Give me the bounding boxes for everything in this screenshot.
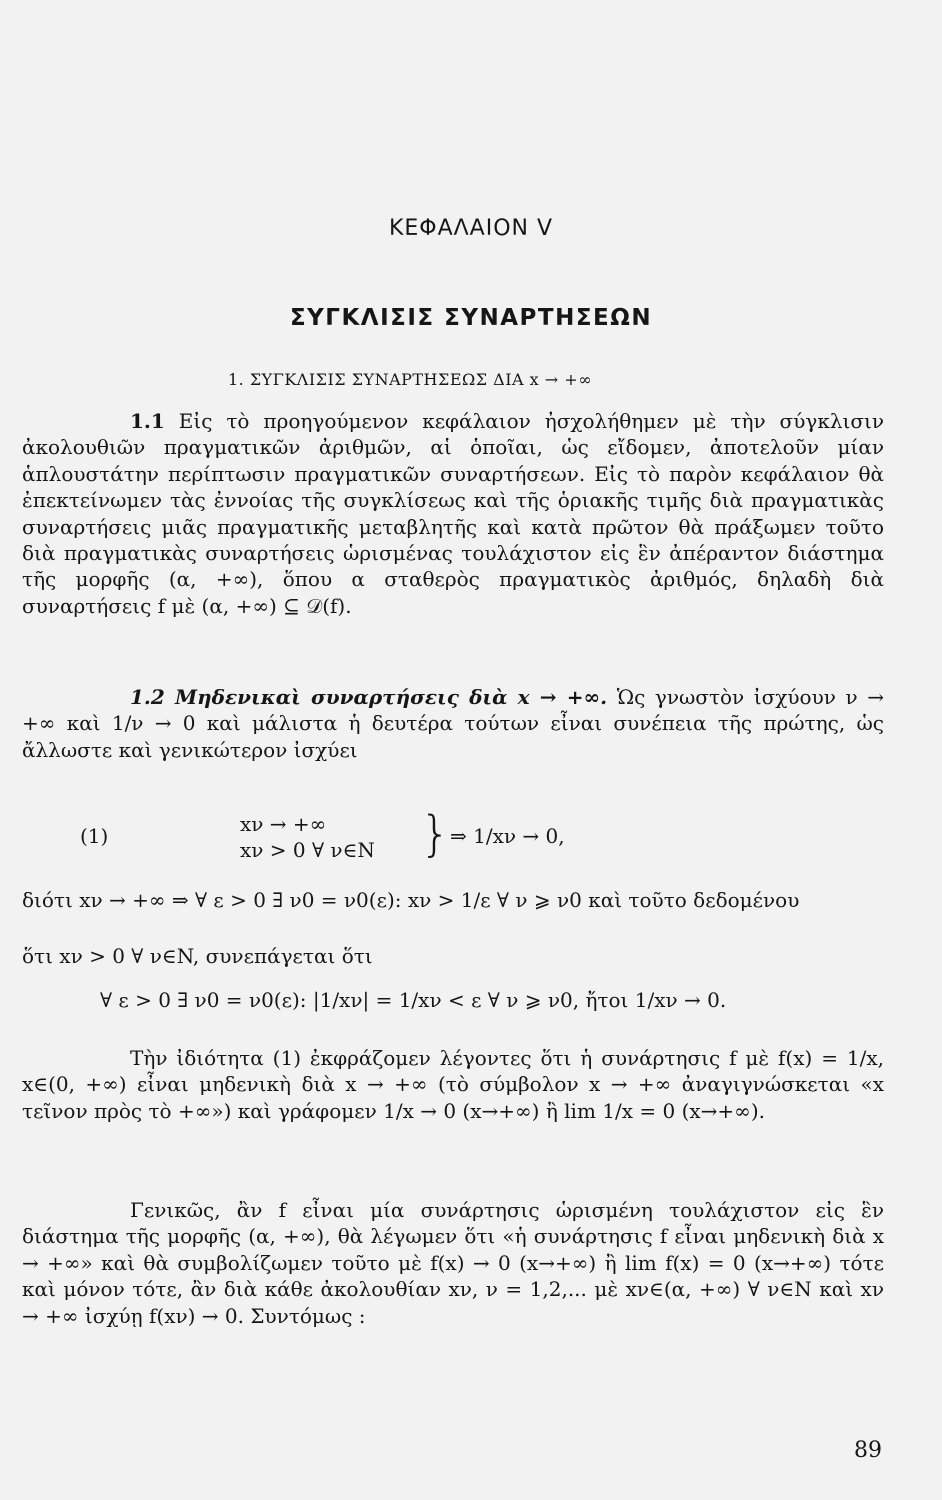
paragraph-1-1-label: 1.1	[130, 409, 165, 433]
proof-line-1: διότι xν → +∞ ⇒ ∀ ε > 0 ∃ ν0 = ν0(ε): xν > 1/ε ∀ ν ⩾ ν0 καὶ τοῦτο δεδομένου	[22, 888, 800, 912]
paragraph-1-1-text: Εἰς τὸ προηγούμενον κεφάλαιον ἠσχολήθημεν μὲ τὴν σύγκλισιν ἀκολουθιῶν πραγματικῶν ἀριθμῶν, αἱ ὁποῖαι, ὡς εἴδομεν, ἀποτελοῦν μίαν ἁπλουστάτην περίπτωσιν πραγματικῶν συναρτήσεων. Εἰς τὸ παρὸν κεφάλαιον θὰ ἐπεκτείνωμεν τὰς ἐννοίας τῆς συγκλίσεως καὶ τῆς ὁριακῆς τιμῆς διὰ πραγματικὰς συναρτήσεις μιᾶς πραγματικῆς μεταβλητῆς καὶ κατὰ πρῶτον θὰ πράξωμεν τοῦτο διὰ πραγματικὰς συναρτήσεις ὡρισμένας τουλάχιστον εἰς ἓν ἀπέραντον διάστημα τῆς μορφῆς (α, +∞), ὅπου α σταθερὸς πραγματικὸς ἀριθμός, δηλαδὴ διὰ συναρτήσεις f μὲ (α, +∞) ⊆ 𝒟(f).	[22, 409, 884, 618]
paragraph-4-text: Γενικῶς, ἂν f εἶναι μία συνάρτησις ὡρισμένη τουλάχιστον εἰς ἓν διάστημα τῆς μορφῆς (α, +∞), θὰ λέγωμεν ὅτι «ἡ συνάρτησις f εἶναι μηδενικὴ διὰ x → +∞» καὶ θὰ συμβολίζωμεν τοῦτο μὲ f(x) → 0 (x→+∞) ἢ lim f(x) = 0 (x→+∞) τότε καὶ μόνον τότε, ἂν διὰ κάθε ἀκολουθίαν xν, ν = 1,2,... μὲ xν∈(α, +∞) ∀ ν∈N καὶ xν → +∞ ἰσχύῃ f(xν) → 0. Συντόμως :	[22, 1198, 884, 1328]
right-brace: }	[420, 806, 451, 862]
chapter-heading: ΚΕΦΑΛΑΙΟΝ V	[388, 216, 554, 241]
paragraph-1-2	[22, 684, 884, 763]
paragraph-4	[22, 1197, 884, 1329]
paragraph-3-text: Τὴν ἰδιότητα (1) ἐκφράζομεν λέγοντες ὅτι ἡ συνάρτησις f μὲ f(x) = 1/x, x∈(0, +∞) εἶναι μηδενικὴ διὰ x → +∞ (τὸ σύμβολον x → +∞ ἀναγιγνώσκεται «x τεῖνον πρὸς τὸ +∞») καὶ γράφομεν 1/x → 0 (x→+∞) ἢ lim 1/x = 0 (x→+∞).	[22, 1046, 884, 1123]
proof-line-2: ὅτι xν > 0 ∀ ν∈N, συνεπάγεται ὅτι	[22, 944, 373, 968]
page-number: 89	[854, 1438, 882, 1463]
proof-line-3: ∀ ε > 0 ∃ ν0 = ν0(ε): |1/xν| = 1/xν < ε ∀ ν ⩾ ν0, ἤτοι 1/xν → 0.	[100, 988, 727, 1012]
equation-1	[80, 806, 600, 872]
paragraph-3	[22, 1045, 884, 1124]
equation-1-label: (1)	[80, 824, 109, 848]
paragraph-1-2-text: Ὡς γνωστὸν ἰσχύουν ν → +∞ καὶ 1/ν → 0 καὶ μάλιστα ἡ δευτέρα τούτων εἶναι συνέπεια τῆς πρώτης, ὡς ἄλλωστε καὶ γενικώτερον ἰσχύει	[22, 685, 884, 762]
paragraph-1-1	[22, 408, 884, 619]
equation-1-rhs: ⇒ 1/xν → 0,	[450, 824, 565, 848]
equation-1-line-1: xν → +∞	[240, 812, 327, 836]
section-heading: 1. ΣΥΓΚΛΙΣΙΣ ΣΥΝΑΡΤΗΣΕΩΣ ΔΙΑ x → +∞	[228, 370, 593, 389]
equation-1-line-2: xν > 0 ∀ ν∈N	[240, 838, 375, 862]
paragraph-1-2-heading: 1.2 Μηδενικαὶ συναρτήσεις διὰ x → +∞.	[130, 685, 608, 709]
chapter-title: ΣΥΓΚΛΙΣΙΣ ΣΥΝΑΡΤΗΣΕΩΝ	[289, 305, 653, 331]
